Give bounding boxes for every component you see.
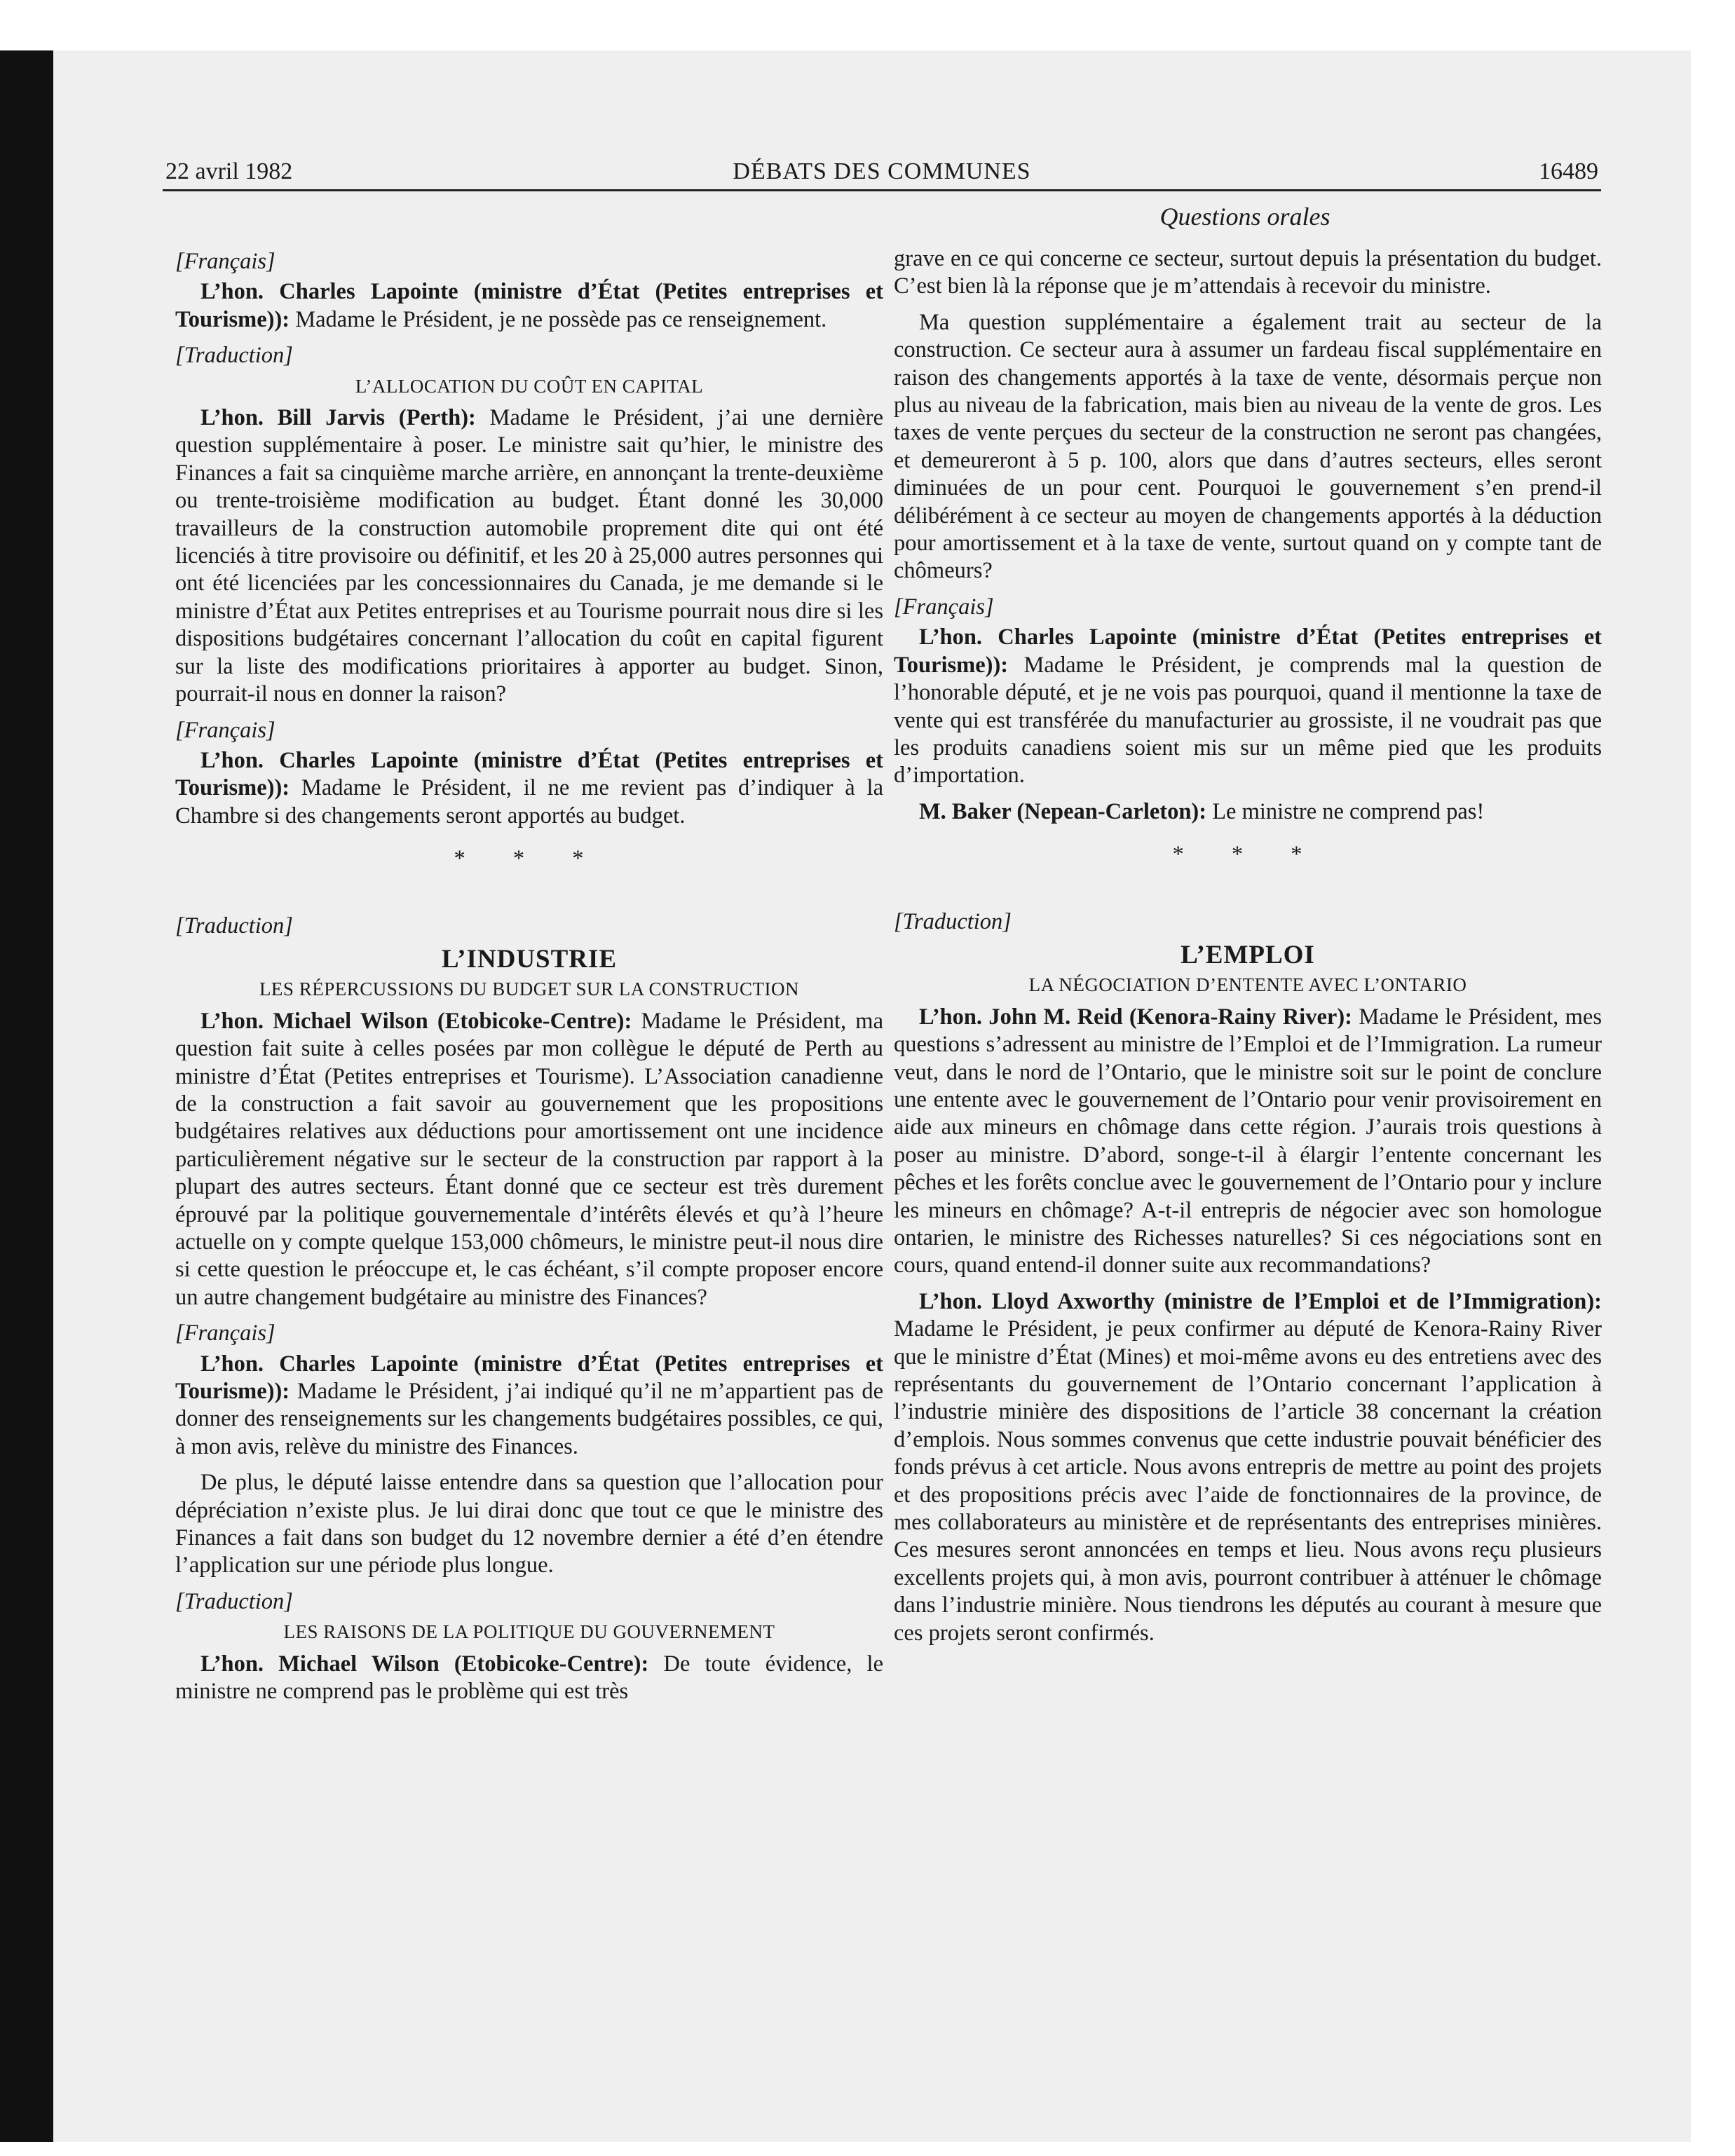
speech-paragraph [894, 624, 1602, 789]
topic-heading: LES RÉPERCUSSIONS DU BUDGET SUR LA CONSTRUCTION [259, 978, 800, 1000]
header-page-number: 16489 [1539, 158, 1598, 184]
section-title: L’EMPLOI [1181, 940, 1315, 969]
language-tag: [Français] [894, 594, 994, 620]
speech-text: Madame le Président, j’ai indiqué qu’il ne m’appartient pas de donner des renseignements sur les changements budgétaires possibles, ce qui, à mon avis, relève du ministre des Finances. [175, 1379, 883, 1459]
section-subheader: Questions orales [1159, 203, 1331, 231]
header-publication: DÉBATS DES COMMUNES [733, 158, 1031, 184]
speech-paragraph [175, 1008, 883, 1311]
speech-text: Madame le Président, je comprends mal la question de l’honorable député, et je ne vois pas pourquoi, quand il mentionne la taxe de vente qui est transférée du manufacturier au grossiste, il ne voudrait pas que les produits canadiens soient mis sur un même pied que les produits d’importation. [894, 652, 1602, 789]
language-tag: [Français] [175, 717, 275, 743]
speech-text: De toute évidence, le ministre ne comprend pas le problème qui est très [175, 1651, 883, 1705]
speech-paragraph [175, 404, 883, 708]
running-header [163, 154, 1601, 191]
speaker-name: L’hon. Charles Lapointe (ministre d’État (Petites entreprises et Tourisme)): [894, 625, 1602, 678]
speaker-name: L’hon. Bill Jarvis (Perth): [200, 405, 476, 431]
speaker-name: L’hon. Charles Lapointe (ministre d’État (Petites entreprises et Tourisme)): [175, 279, 883, 332]
section-separator: * * * [454, 846, 605, 872]
section-title: L’INDUSTRIE [441, 944, 618, 974]
speech-paragraph [175, 1351, 883, 1461]
speaker-name: L’hon. Michael Wilson (Etobicoke-Centre): [200, 1008, 632, 1034]
speech-text: Madame le Président, je peux confirmer au député de Kenora-Rainy River que le ministre d’État (Mines) et moi-même avons eu des entretiens avec des représentants du gouvernement de l’Ontario concernant l’application à l’industrie minière des dispositions de l’article 38 concernant la création d’emplois. Nous sommes convenus que cette industrie pouvait bénéficier des fonds prévus à cet article. Nous avons entrepris de mettre au point des projets et des propositions précis avec l’aide de fonctionnaires de la province, de mes collaborateurs au ministère et de représentants des entreprises minières. Ces mesures seront annoncées en temps et lieu. Nous avons reçu plusieurs excellents projets qui, à mon avis, pourront contribuer à atténuer le chômage dans l’industrie minière. Nous tiendrons les députés au courant à mesure que ces projets seront confirmés. [894, 1316, 1602, 1646]
speech-paragraph [175, 278, 883, 334]
topic-heading: LA NÉGOCIATION D’ENTENTE AVEC L’ONTARIO [1028, 974, 1467, 996]
language-tag: [Traduction] [894, 908, 1012, 934]
speech-paragraph: Ma question supplémentaire a également trait au secteur de la construction. Ce secteur aura à assumer un fardeau fiscal supplémentaire en raison des changements apportés à la taxe de vente, désormais perçue non plus au niveau de la fabrication, mais bien au niveau de la vente de gros. Les taxes de vente perçues du secteur de la construction ne seront pas changées, et demeureront à 5 p. 100, alors que dans d’autres secteurs, elles seront diminuées de un pour cent. Pourquoi le gouvernement s’en prend-il délibérément à ce secteur au moyen de changements apportés à la déduction pour amortissement et à la taxe de vente, surtout quand on y compte tant de chômeurs? [894, 309, 1602, 584]
language-tag: [Traduction] [175, 1588, 293, 1614]
header-date: 22 avril 1982 [165, 158, 293, 184]
speaker-name: L’hon. Charles Lapointe (ministre d’État (Petites entreprises et Tourisme)): [175, 747, 883, 801]
section-separator: * * * [1172, 842, 1324, 868]
right-column [894, 245, 1602, 1656]
speech-text: Le ministre ne comprend pas! [1206, 798, 1485, 824]
topic-heading: L’ALLOCATION DU COÛT EN CAPITAL [355, 375, 704, 397]
speaker-name: L’hon. Lloyd Axworthy (ministre de l’Emploi et de l’Immigration): [919, 1288, 1602, 1314]
speech-paragraph: grave en ce qui concerne ce secteur, surtout depuis la présentation du budget. C’est bien là la réponse que je m’attendais à recevoir du ministre. [894, 246, 1602, 299]
speech-text: Madame le Président, ma question fait suite à celles posées par mon collègue le député de Perth au ministre d’État (Petites entreprises et Tourisme). L’Association canadienne de la construction a fait savoir au gouvernement que les propositions budgétaires relatives aux déductions pour amortissement ont une incidence particulièrement négative sur le secteur de la construction par rapport à la plupart des autres secteurs. Étant donné que ce secteur est très durement éprouvé par la politique gouvernementale d’intérêts élevés et qu’à l’heure actuelle on y compte quelque 153,000 chômeurs, le ministre peut-il nous dire si cette question le préoccupe et, le cas échéant, s’il compte proposer encore un autre changement budgétaire au ministre des Finances? [175, 1008, 883, 1310]
speech-paragraph: De plus, le député laisse entendre dans sa question que l’allocation pour dépréciation n’existe plus. Je lui dirai donc que tout ce que le ministre des Finances a fait dans son budget du 12 novembre dernier a été d’en étendre l’application sur une période plus longue. [175, 1470, 883, 1578]
speech-paragraph [894, 798, 1602, 826]
speaker-name: L’hon. Michael Wilson (Etobicoke-Centre): [200, 1651, 649, 1677]
speech-text: Madame le Président, il ne me revient pas d’indiquer à la Chambre si des changements seront apportés au budget. [175, 775, 883, 828]
speaker-name: M. Baker (Nepean-Carleton): [919, 798, 1207, 824]
speech-text: Madame le Président, mes questions s’adressent au ministre de l’Emploi et de l’Immigration. La rumeur veut, dans le nord de l’Ontario, que le ministre soit sur le point de conclure une entente avec le gouvernement de l’Ontario pour venir provisoirement en aide aux mineurs en chômage dans cette région. J’aurais trois questions à poser au ministre. D’abord, songe-t-il à élargir l’entente concernant les pêches et les forêts conclue avec le gouvernement de l’Ontario pour y inclure les mineurs en chômage? A-t-il entrepris de négocier avec son homologue ontarien, le ministre des Richesses naturelles? Si ces négociations sont en cours, quand entend-il donner suite aux recommandations? [894, 1004, 1602, 1278]
language-tag: [Traduction] [175, 343, 293, 369]
topic-heading: LES RAISONS DE LA POLITIQUE DU GOUVERNEMENT [283, 1621, 775, 1643]
speaker-name: L’hon. John M. Reid (Kenora-Rainy River): [919, 1004, 1352, 1030]
language-tag: [Français] [175, 249, 275, 274]
speech-text: Madame le Président, je ne possède pas ce renseignement. [290, 306, 827, 332]
scan-edge [0, 50, 53, 2142]
language-tag: [Français] [175, 1321, 275, 1346]
speech-text: Madame le Président, j’ai une dernière question supplémentaire à poser. Le ministre sait qu’hier, le ministre des Finances a fait sa cinquième marche arrière, en annonçant la trente-deuxième ou trente-troisième modification au budget. Étant donné les 30,000 travailleurs de la construction automobile proprement dite qui ont été licenciés à titre provisoire ou définitif, et les 20 à 25,000 autres personnes qui ont été licenciées par les concessionnaires du Canada, je me demande si le ministre d’État aux Petites entreprises et au Tourisme pourrait nous dire si les dispositions budgétaires concernant l’allocation du coût en capital figurent sur la liste des modifications prioritaires à apporter au budget. Sinon, pourrait-il nous en donner la raison? [175, 405, 883, 707]
left-column [175, 245, 883, 1714]
speech-paragraph [894, 1004, 1602, 1280]
speech-paragraph [894, 1288, 1602, 1647]
speech-paragraph [175, 1651, 883, 1706]
speech-paragraph [175, 747, 883, 830]
speaker-name: L’hon. Charles Lapointe (ministre d’État (Petites entreprises et Tourisme)): [175, 1351, 883, 1405]
language-tag: [Traduction] [175, 913, 293, 939]
